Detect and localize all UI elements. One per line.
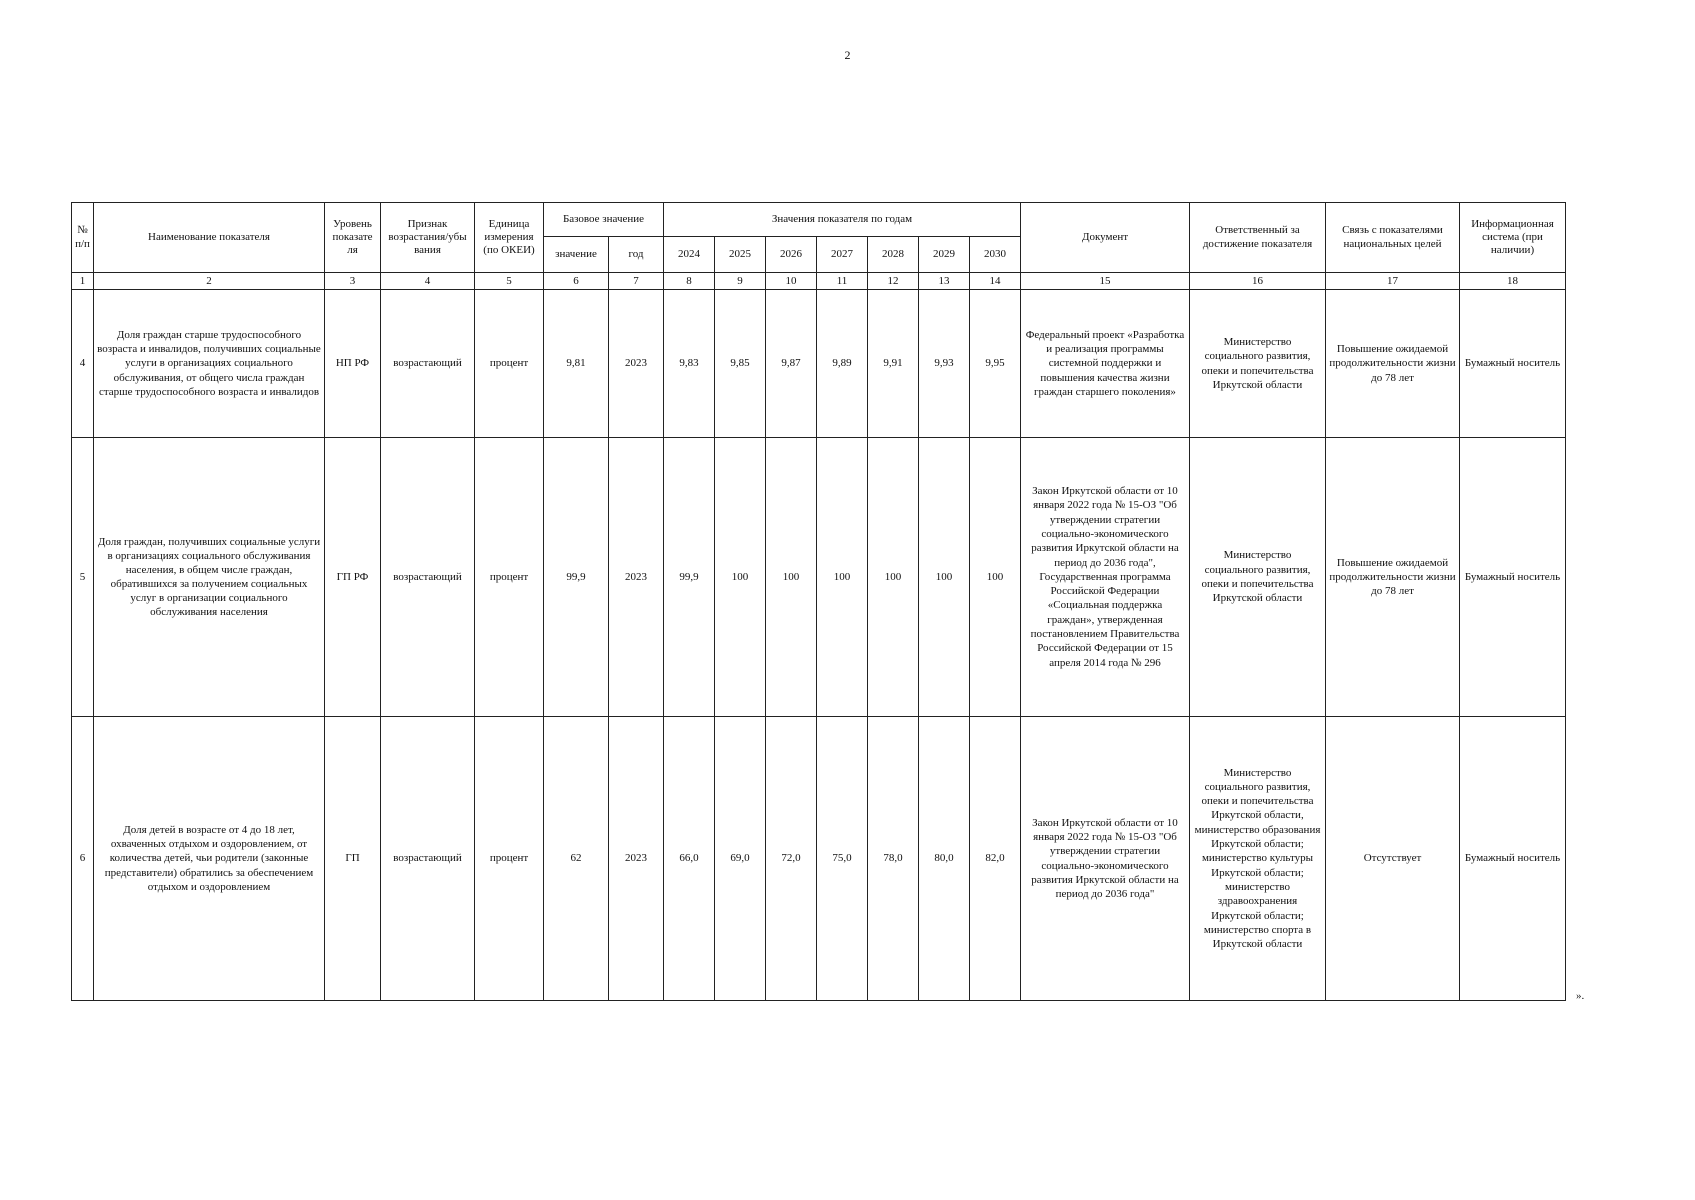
row-link: Повышение ожидаемой продолжительности жизни до 78 лет bbox=[1326, 290, 1460, 438]
column-number: 13 bbox=[919, 273, 970, 290]
row-base-year: 2023 bbox=[609, 717, 664, 1001]
row-sign: возрастающий bbox=[381, 717, 475, 1001]
indicators-table bbox=[71, 202, 1566, 1001]
column-number: 9 bbox=[715, 273, 766, 290]
row-level: ГП РФ bbox=[325, 438, 381, 717]
row-level: ГП bbox=[325, 717, 381, 1001]
header-year: 2030 bbox=[970, 237, 1021, 273]
header-base: Базовое значение bbox=[544, 203, 664, 237]
row-base-year: 2023 bbox=[609, 438, 664, 717]
row-sign: возрастающий bbox=[381, 290, 475, 438]
header-info-system: Информационная система (при наличии) bbox=[1460, 203, 1566, 273]
header-years-group: Значения показателя по годам bbox=[664, 203, 1021, 237]
header-level: Уровень показате ля bbox=[325, 203, 381, 273]
row-name: Доля граждан, получивших социальные услуги в организациях социального обслуживания населения, в общем числе граждан, обратившихся за получением социальных услуг в организации социального обслуживания населения bbox=[94, 438, 325, 717]
column-number: 4 bbox=[381, 273, 475, 290]
row-info-system: Бумажный носитель bbox=[1460, 438, 1566, 717]
header-year: 2025 bbox=[715, 237, 766, 273]
column-number-row bbox=[72, 273, 1566, 290]
row-year-value: 100 bbox=[766, 438, 817, 717]
header-link: Связь с показателями национальных целей bbox=[1326, 203, 1460, 273]
header-year: 2029 bbox=[919, 237, 970, 273]
row-year-value: 99,9 bbox=[664, 438, 715, 717]
row-document: Закон Иркутской области от 10 января 2022 года № 15-ОЗ "Об утверждении стратегии социально-экономического развития Иркутской области на период до 2036 года" bbox=[1021, 717, 1190, 1001]
row-year-value: 100 bbox=[817, 438, 868, 717]
header-num: № п/п bbox=[72, 203, 94, 273]
column-number: 18 bbox=[1460, 273, 1566, 290]
row-base-value: 9,81 bbox=[544, 290, 609, 438]
row-year-value: 9,83 bbox=[664, 290, 715, 438]
row-info-system: Бумажный носитель bbox=[1460, 290, 1566, 438]
header-year: 2026 bbox=[766, 237, 817, 273]
column-number: 7 bbox=[609, 273, 664, 290]
column-number: 17 bbox=[1326, 273, 1460, 290]
row-num: 4 bbox=[72, 290, 94, 438]
row-year-value: 80,0 bbox=[919, 717, 970, 1001]
table-row bbox=[72, 717, 1566, 1001]
row-responsible: Министерство социального развития, опеки и попечительства Иркутской области bbox=[1190, 290, 1326, 438]
row-year-value: 100 bbox=[715, 438, 766, 717]
table-row bbox=[72, 438, 1566, 717]
row-num: 5 bbox=[72, 438, 94, 717]
row-name: Доля детей в возрасте от 4 до 18 лет, охваченных отдыхом и оздоровлением, от количества детей, чьи родители (законные представители) обратились за обеспечением отдыхом и оздоровлением bbox=[94, 717, 325, 1001]
column-number: 2 bbox=[94, 273, 325, 290]
row-info-system: Бумажный носитель bbox=[1460, 717, 1566, 1001]
header-year: 2028 bbox=[868, 237, 919, 273]
row-year-value: 9,87 bbox=[766, 290, 817, 438]
column-number: 3 bbox=[325, 273, 381, 290]
header-year: 2027 bbox=[817, 237, 868, 273]
row-year-value: 100 bbox=[919, 438, 970, 717]
row-base-value: 62 bbox=[544, 717, 609, 1001]
column-number: 16 bbox=[1190, 273, 1326, 290]
row-year-value: 78,0 bbox=[868, 717, 919, 1001]
header-year: 2024 bbox=[664, 237, 715, 273]
header-base-value: значение bbox=[544, 237, 609, 273]
row-year-value: 72,0 bbox=[766, 717, 817, 1001]
row-link: Повышение ожидаемой продолжительности жизни до 78 лет bbox=[1326, 438, 1460, 717]
row-name: Доля граждан старше трудоспособного возраста и инвалидов, получивших социальные услуги в организациях социального обслуживания, от общего числа граждан старше трудоспособного возраста и инвалидов bbox=[94, 290, 325, 438]
row-unit: процент bbox=[475, 717, 544, 1001]
column-number: 10 bbox=[766, 273, 817, 290]
row-year-value: 9,89 bbox=[817, 290, 868, 438]
column-number: 6 bbox=[544, 273, 609, 290]
column-number: 14 bbox=[970, 273, 1021, 290]
row-base-value: 99,9 bbox=[544, 438, 609, 717]
header-sign: Признак возрастания/убы вания bbox=[381, 203, 475, 273]
row-year-value: 9,91 bbox=[868, 290, 919, 438]
header-unit: Единица измерения (по ОКЕИ) bbox=[475, 203, 544, 273]
column-number: 15 bbox=[1021, 273, 1190, 290]
row-year-value: 66,0 bbox=[664, 717, 715, 1001]
table-row bbox=[72, 290, 1566, 438]
row-year-value: 69,0 bbox=[715, 717, 766, 1001]
row-document: Федеральный проект «Разработка и реализация программы системной поддержки и повышения качества жизни граждан старшего поколения» bbox=[1021, 290, 1190, 438]
row-year-value: 82,0 bbox=[970, 717, 1021, 1001]
row-document: Закон Иркутской области от 10 января 2022 года № 15-ОЗ "Об утверждении стратегии социально-экономического развития Иркутской области на период до 2036 года", Государственная программа Российской Федерации «Социальная поддержка граждан», утвержденная постановлением Правительства Российской Федерации от 15 апреля 2014 года № 296 bbox=[1021, 438, 1190, 717]
row-responsible: Министерство социального развития, опеки и попечительства Иркутской области bbox=[1190, 438, 1326, 717]
column-number: 12 bbox=[868, 273, 919, 290]
row-num: 6 bbox=[72, 717, 94, 1001]
header-name: Наименование показателя bbox=[94, 203, 325, 273]
row-base-year: 2023 bbox=[609, 290, 664, 438]
column-number: 1 bbox=[72, 273, 94, 290]
row-year-value: 100 bbox=[970, 438, 1021, 717]
page-number: 2 bbox=[844, 48, 851, 62]
row-unit: процент bbox=[475, 290, 544, 438]
row-responsible: Министерство социального развития, опеки и попечительства Иркутской области, министерство образования Иркутской области; министерство культуры Иркутской области; министерство здравоохранения Иркутской области; министерство спорта в Иркутской области bbox=[1190, 717, 1326, 1001]
closing-quote-mark: ». bbox=[1576, 990, 1585, 1002]
row-link: Отсутствует bbox=[1326, 717, 1460, 1001]
row-sign: возрастающий bbox=[381, 438, 475, 717]
row-year-value: 9,85 bbox=[715, 290, 766, 438]
row-year-value: 100 bbox=[868, 438, 919, 717]
header-row bbox=[72, 203, 1566, 237]
row-year-value: 75,0 bbox=[817, 717, 868, 1001]
row-year-value: 9,93 bbox=[919, 290, 970, 438]
column-number: 11 bbox=[817, 273, 868, 290]
header-document: Документ bbox=[1021, 203, 1190, 273]
row-unit: процент bbox=[475, 438, 544, 717]
column-number: 5 bbox=[475, 273, 544, 290]
row-level: НП РФ bbox=[325, 290, 381, 438]
header-base-year: год bbox=[609, 237, 664, 273]
row-year-value: 9,95 bbox=[970, 290, 1021, 438]
header-responsible: Ответственный за достижение показателя bbox=[1190, 203, 1326, 273]
column-number: 8 bbox=[664, 273, 715, 290]
